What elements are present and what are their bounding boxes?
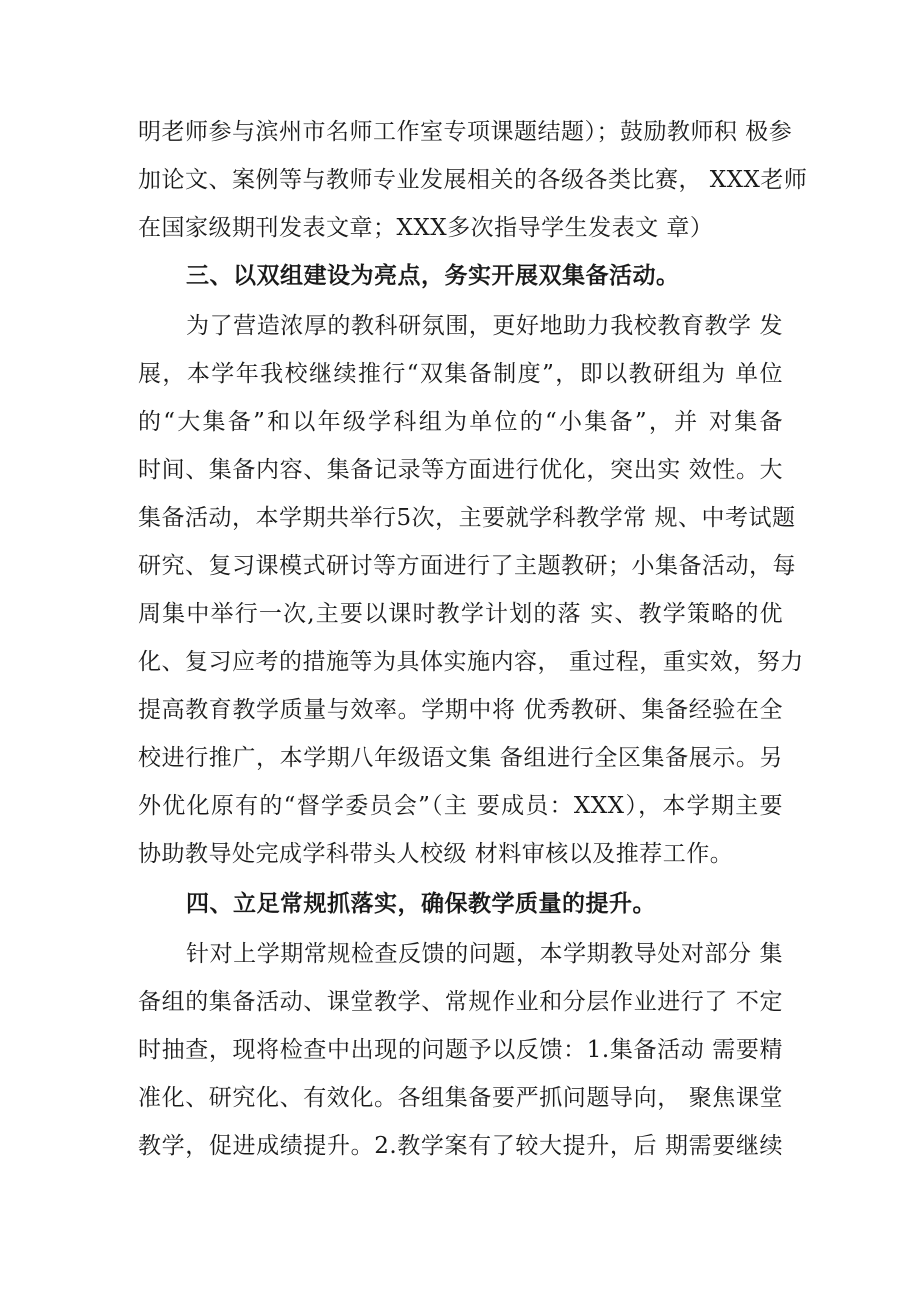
section-heading-4: 四、立足常规抓落实，确保教学质量的提升。 — [186, 891, 656, 917]
paragraph-line: 时抽查，现将检查中出现的问题予以反馈：1.集备活动 需要精 — [138, 1037, 783, 1063]
paragraph-line: 外优化原有的“督学委员会”（主 要成员：XXX），本学期主要 — [138, 793, 783, 819]
paragraph-line: 展，本学年我校继续推行“双集备制度”，即以教研组为 单位 — [138, 361, 783, 387]
paragraph-line: 研究、复习课模式研讨等方面进行了主题教研；小集备活动，每 — [138, 553, 796, 579]
paragraph-line: 明老师参与滨州市名师工作室专项课题结题）；鼓励教师积 极参 — [138, 119, 793, 145]
paragraph-line: 周集中举行一次,主要以课时教学计划的落 实、教学策略的优 — [138, 601, 783, 627]
section-heading-3: 三、以双组建设为亮点，务实开展双集备活动。 — [186, 263, 680, 289]
paragraph-line: 针对上学期常规检查反馈的问题，本学期教导处对部分 集 — [186, 941, 783, 967]
paragraph-line: 化、复习应考的措施等为具体实施内容， 重过程，重实效，努力 — [138, 649, 804, 675]
paragraph-line: 集备活动，本学期共举行5次，主要就学科教学常 规、中考试题 — [138, 505, 796, 531]
paragraph-line: 为了营造浓厚的教科研氛围，更好地助力我校教育教学 发 — [186, 313, 783, 339]
paragraph-line: 提高教育教学质量与效率。学期中将 优秀教研、集备经验在全 — [138, 697, 783, 723]
paragraph-line: 教学，促进成绩提升。2.教学案有了较大提升，后 期需要继续 — [138, 1133, 783, 1159]
paragraph-line: 协助教导处完成学科带头人校级 材料审核以及推荐工作。 — [138, 841, 734, 867]
paragraph-line: 在国家级期刊发表文章；XXX多次指导学生发表文 章） — [138, 215, 714, 241]
paragraph-line: 备组的集备活动、课堂教学、常规作业和分层作业进行了 不定 — [138, 989, 783, 1015]
paragraph-line: 校进行推广，本学期八年级语文集 备组进行全区集备展示。另 — [138, 745, 783, 771]
paragraph-line: 准化、研究化、有效化。各组集备要严抓问题导向， 聚焦课堂 — [138, 1085, 783, 1111]
paragraph-line: 的“大集备”和以年级学科组为单位的“小集备”，并 对集备 — [138, 409, 783, 435]
paragraph-line: 时间、集备内容、集备记录等方面进行优化，突出实 效性。大 — [138, 457, 783, 483]
paragraph-line: 加论文、案例等与教师专业发展相关的各级各类比赛， XXX老师 — [138, 167, 808, 193]
